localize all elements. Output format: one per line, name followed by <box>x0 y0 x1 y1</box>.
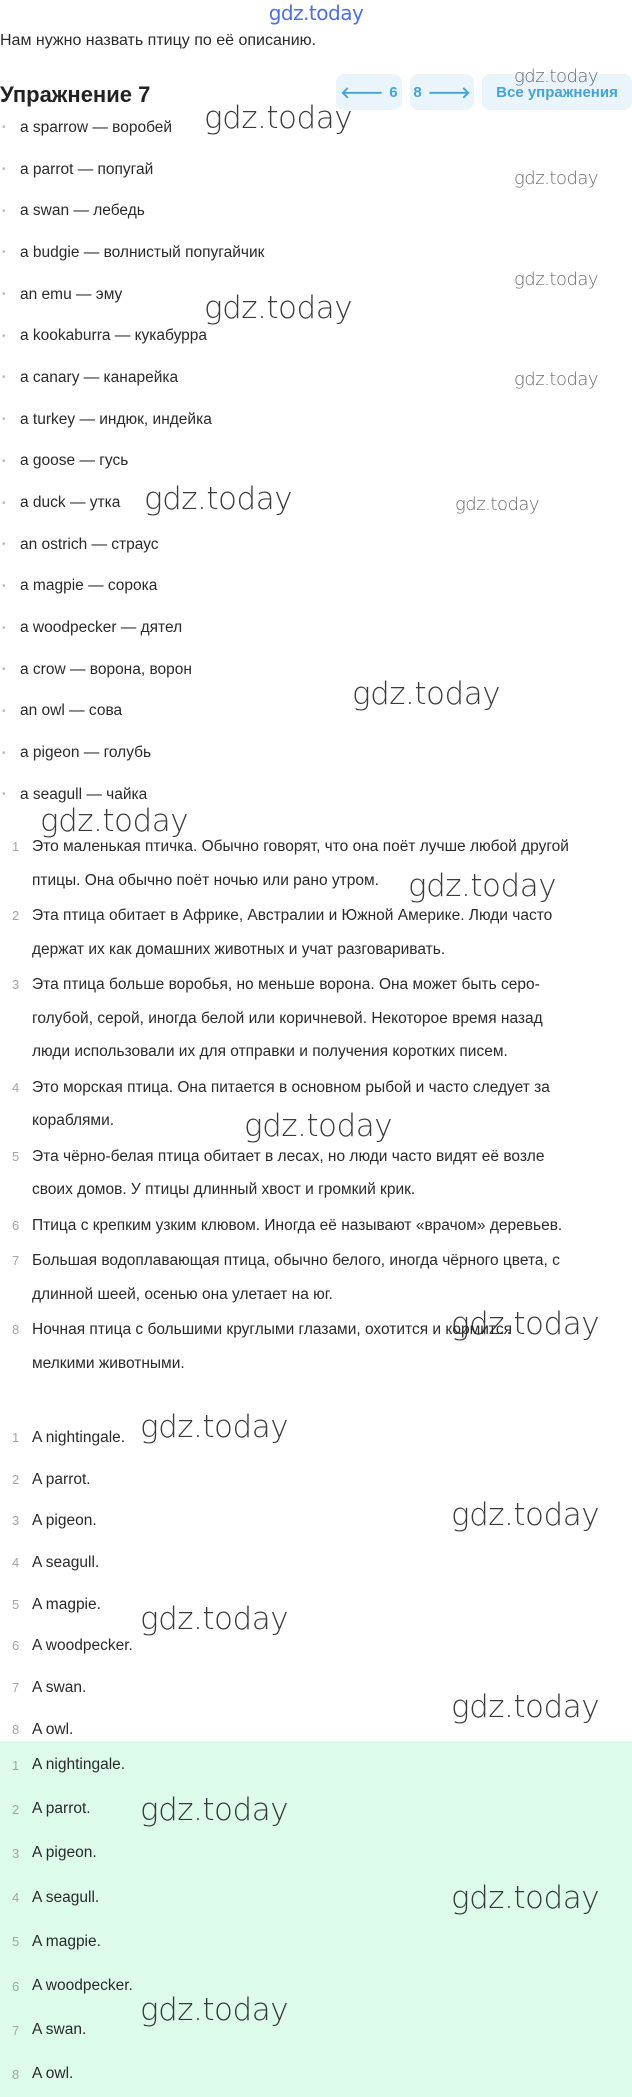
item-number: 6 <box>12 1978 20 1994</box>
watermark: gdz.today <box>140 1409 289 1445</box>
list-item <box>0 232 632 274</box>
watermark: gdz.today <box>408 868 557 904</box>
bullet-icon: • <box>2 539 6 551</box>
answer-text: A magpie. <box>32 1932 101 1950</box>
prev-exercise-button[interactable] <box>336 74 402 110</box>
arrow-right-icon: 🡒 <box>427 84 471 102</box>
description-line: длинной шеей, осенью она улетает на юг. <box>32 1285 333 1303</box>
description-line: Эта птица больше воробья, но меньше ворона. Она может быть серо- <box>32 976 540 993</box>
watermark: gdz.today <box>514 66 599 87</box>
watermark: gdz.today <box>514 269 599 290</box>
vocab-text: a turkey — индюк, индейка <box>20 410 212 428</box>
item-number: 8 <box>12 1721 20 1737</box>
description-line: мелкими животными. <box>32 1354 185 1372</box>
vocab-text: a sparrow — воробей <box>20 118 173 136</box>
bullet-icon: • <box>2 580 6 592</box>
list-item <box>0 357 632 399</box>
list-item <box>0 607 632 649</box>
list-item <box>0 899 632 966</box>
descriptions-list <box>0 830 632 1382</box>
list-item <box>0 107 632 149</box>
description-text <box>32 1071 550 1138</box>
prev-exercise-label: 6 <box>389 83 398 101</box>
answer-text: A owl. <box>32 1720 74 1738</box>
list-item <box>0 1920 632 1964</box>
list-item <box>0 315 632 357</box>
item-number: 6 <box>12 1638 20 1654</box>
vocab-text: a crow — ворона, ворон <box>20 660 192 678</box>
vocab-text: a kookaburra — кукабурра <box>20 327 208 345</box>
item-number: 7 <box>12 2022 20 2038</box>
description-line: держат их как домашних животных и учат разговаривать. <box>32 940 446 958</box>
list-item <box>0 1787 632 1831</box>
list-item <box>0 1209 632 1243</box>
watermark: gdz.today <box>451 1689 600 1725</box>
item-number: 5 <box>12 1596 20 1612</box>
list-item <box>0 732 632 774</box>
bullet-icon: • <box>2 705 6 717</box>
description-line: своих домов. У птицы длинный хвост и громкий крик. <box>32 1181 416 1198</box>
bullet-icon: • <box>2 789 6 801</box>
description-text <box>32 968 543 1069</box>
bullet-icon: • <box>2 247 6 259</box>
list-item <box>0 968 632 1069</box>
list-item <box>0 774 632 816</box>
vocab-text: a duck — утка <box>20 494 121 512</box>
description-line: Большая водоплавающая птица, обычно белого, иногда чёрного цвета, с <box>32 1252 560 1269</box>
list-item <box>0 149 632 191</box>
list-item <box>0 830 632 897</box>
answer-text: A owl. <box>32 2065 74 2083</box>
description-line: Это морская птица. Она питается в основном рыбой и часто следует за <box>32 1078 550 1096</box>
list-item <box>0 524 632 566</box>
answers-list <box>0 1417 632 1751</box>
watermark: gdz.today <box>140 1792 289 1828</box>
list-item <box>0 1244 632 1311</box>
watermark: gdz.today <box>204 100 353 136</box>
answer-text: A parrot. <box>32 1470 91 1488</box>
description-text <box>32 899 552 966</box>
vocab-text: a woodpecker — дятел <box>20 619 183 637</box>
site-logo[interactable]: gdz.today <box>268 1 364 25</box>
bullet-icon: • <box>2 164 6 176</box>
list-item <box>0 1140 632 1207</box>
watermark: gdz.today <box>455 494 540 515</box>
list-item <box>0 1500 632 1542</box>
vocab-text: a seagull — чайка <box>20 785 148 803</box>
page-title: Упражнение 7 <box>0 82 151 107</box>
item-number: 3 <box>12 1845 20 1861</box>
item-number: 4 <box>12 1890 20 1906</box>
bullet-icon: • <box>2 372 6 384</box>
bullet-icon: • <box>2 664 6 676</box>
description-line: Птица с крепким узким клювом. Иногда её называют «врачом» деревьев. <box>32 1216 563 1234</box>
list-item <box>0 1542 632 1584</box>
item-number: 3 <box>12 977 20 992</box>
answer-text: A parrot. <box>32 1800 91 1818</box>
watermark: gdz.today <box>352 676 501 712</box>
vocab-text: a canary — канарейка <box>20 368 179 386</box>
bullet-icon: • <box>2 414 6 426</box>
description-line: люди использовали их для отправки и получения коротких писем. <box>32 1043 508 1060</box>
watermark: gdz.today <box>514 168 599 189</box>
item-number: 6 <box>12 1217 20 1233</box>
list-item <box>0 1831 632 1875</box>
list-item <box>0 482 632 524</box>
list-item <box>0 566 632 608</box>
list-item <box>0 1964 632 2008</box>
watermark: gdz.today <box>451 1497 600 1533</box>
vocab-text: a pigeon — голубь <box>20 744 152 762</box>
list-item <box>0 1584 632 1626</box>
description-line: птицы. Она обычно поёт ночью или рано утром. <box>32 871 379 889</box>
list-item <box>0 649 632 691</box>
answer-text: A woodpecker. <box>32 1637 133 1655</box>
vocab-text: a magpie — сорока <box>20 577 158 595</box>
description-line: Это маленькая птичка. Обычно говорят, что она поёт лучше любой другой <box>32 838 569 855</box>
description-text <box>32 1313 512 1380</box>
list-item <box>0 2052 632 2096</box>
item-number: 5 <box>12 1148 20 1164</box>
answer-text: A seagull. <box>32 1888 100 1906</box>
item-number: 1 <box>12 1430 20 1445</box>
list-item <box>0 1313 632 1380</box>
description-text <box>32 1140 544 1207</box>
description-line: кораблями. <box>32 1112 115 1129</box>
description-text <box>32 1244 560 1311</box>
list-item <box>0 399 632 441</box>
item-number: 2 <box>12 908 20 923</box>
vocab-text: a budgie — волнистый попугайчик <box>20 243 265 261</box>
item-number: 8 <box>12 1322 20 1337</box>
bullet-icon: • <box>2 289 6 301</box>
arrow-left-icon: 🡐 <box>340 84 384 102</box>
list-item <box>0 441 632 483</box>
all-exercises-button[interactable] <box>482 74 632 110</box>
next-exercise-button[interactable] <box>410 74 474 110</box>
list-item <box>0 1876 632 1920</box>
answer-text: A pigeon. <box>32 1512 97 1530</box>
item-number: 1 <box>12 839 20 854</box>
description-line: Ночная птица с большими круглыми глазами, охотится и кормится <box>32 1321 512 1338</box>
list-item <box>0 2008 632 2052</box>
list-item <box>0 274 632 316</box>
list-item <box>0 1071 632 1138</box>
answer-text: A swan. <box>32 1678 87 1696</box>
item-number: 4 <box>12 1555 20 1571</box>
watermark: gdz.today <box>40 803 189 839</box>
highlighted-answers-list <box>0 1741 632 2097</box>
description-line: голубой, серой, иногда белой или коричневой. Некоторое время назад <box>32 1009 543 1027</box>
bullet-icon: • <box>2 747 6 759</box>
list-item <box>0 1459 632 1501</box>
watermark: gdz.today <box>451 1880 600 1916</box>
vocabulary-list <box>0 107 632 816</box>
list-item <box>0 1417 632 1459</box>
item-number: 2 <box>12 1471 20 1487</box>
bullet-icon: • <box>2 205 6 217</box>
bullet-icon: • <box>2 455 6 467</box>
bullet-icon: • <box>2 497 6 509</box>
item-number: 4 <box>12 1079 20 1095</box>
answer-text: A magpie. <box>32 1595 101 1613</box>
description-line: Эта чёрно-белая птица обитает в лесах, но люди часто видят её возле <box>32 1147 545 1165</box>
description-text <box>32 1209 562 1243</box>
vocab-text: a swan — лебедь <box>20 202 145 220</box>
description-text <box>32 830 569 897</box>
vocab-text: a parrot — попугай <box>20 160 154 178</box>
bullet-icon: • <box>2 122 6 134</box>
vocab-text: an ostrich — страус <box>20 535 159 553</box>
list-item <box>0 190 632 232</box>
item-number: 7 <box>12 1253 20 1268</box>
item-number: 5 <box>12 1934 20 1950</box>
list-item <box>0 1743 632 1787</box>
item-number: 1 <box>12 1757 20 1773</box>
item-number: 8 <box>12 2066 20 2082</box>
list-item <box>0 1667 632 1709</box>
bullet-icon: • <box>2 622 6 634</box>
intro-text: Нам нужно назвать птицу по её описанию. <box>0 32 317 49</box>
item-number: 7 <box>12 1680 20 1696</box>
watermark: gdz.today <box>244 1108 393 1144</box>
bullet-icon: • <box>2 330 6 342</box>
answer-text: A nightingale. <box>32 1756 126 1774</box>
list-item <box>0 691 632 733</box>
watermark: gdz.today <box>514 369 599 390</box>
all-exercises-label: Все упражнения <box>496 83 618 101</box>
vocab-text: a goose — гусь <box>20 452 129 470</box>
watermark: gdz.today <box>140 1992 289 2028</box>
item-number: 2 <box>12 1801 20 1817</box>
watermark: gdz.today <box>140 1601 289 1637</box>
answer-highlight-box <box>0 1741 632 2097</box>
answer-text: A nightingale. <box>32 1428 126 1446</box>
answer-text: A woodpecker. <box>32 1977 133 1995</box>
vocab-text: an emu — эму <box>20 285 123 303</box>
watermark: gdz.today <box>144 481 293 517</box>
watermark: gdz.today <box>451 1306 600 1342</box>
item-number: 3 <box>12 1513 20 1529</box>
vocab-text: an owl — сова <box>20 702 123 720</box>
watermark: gdz.today <box>204 290 353 326</box>
list-item <box>0 1625 632 1667</box>
answer-text: A pigeon. <box>32 1844 97 1862</box>
next-exercise-label: 8 <box>413 83 422 101</box>
answer-text: A swan. <box>32 2021 87 2039</box>
answer-text: A seagull. <box>32 1553 100 1571</box>
description-line: Эта птица обитает в Африке, Австралии и Южной Америке. Люди часто <box>32 907 553 924</box>
